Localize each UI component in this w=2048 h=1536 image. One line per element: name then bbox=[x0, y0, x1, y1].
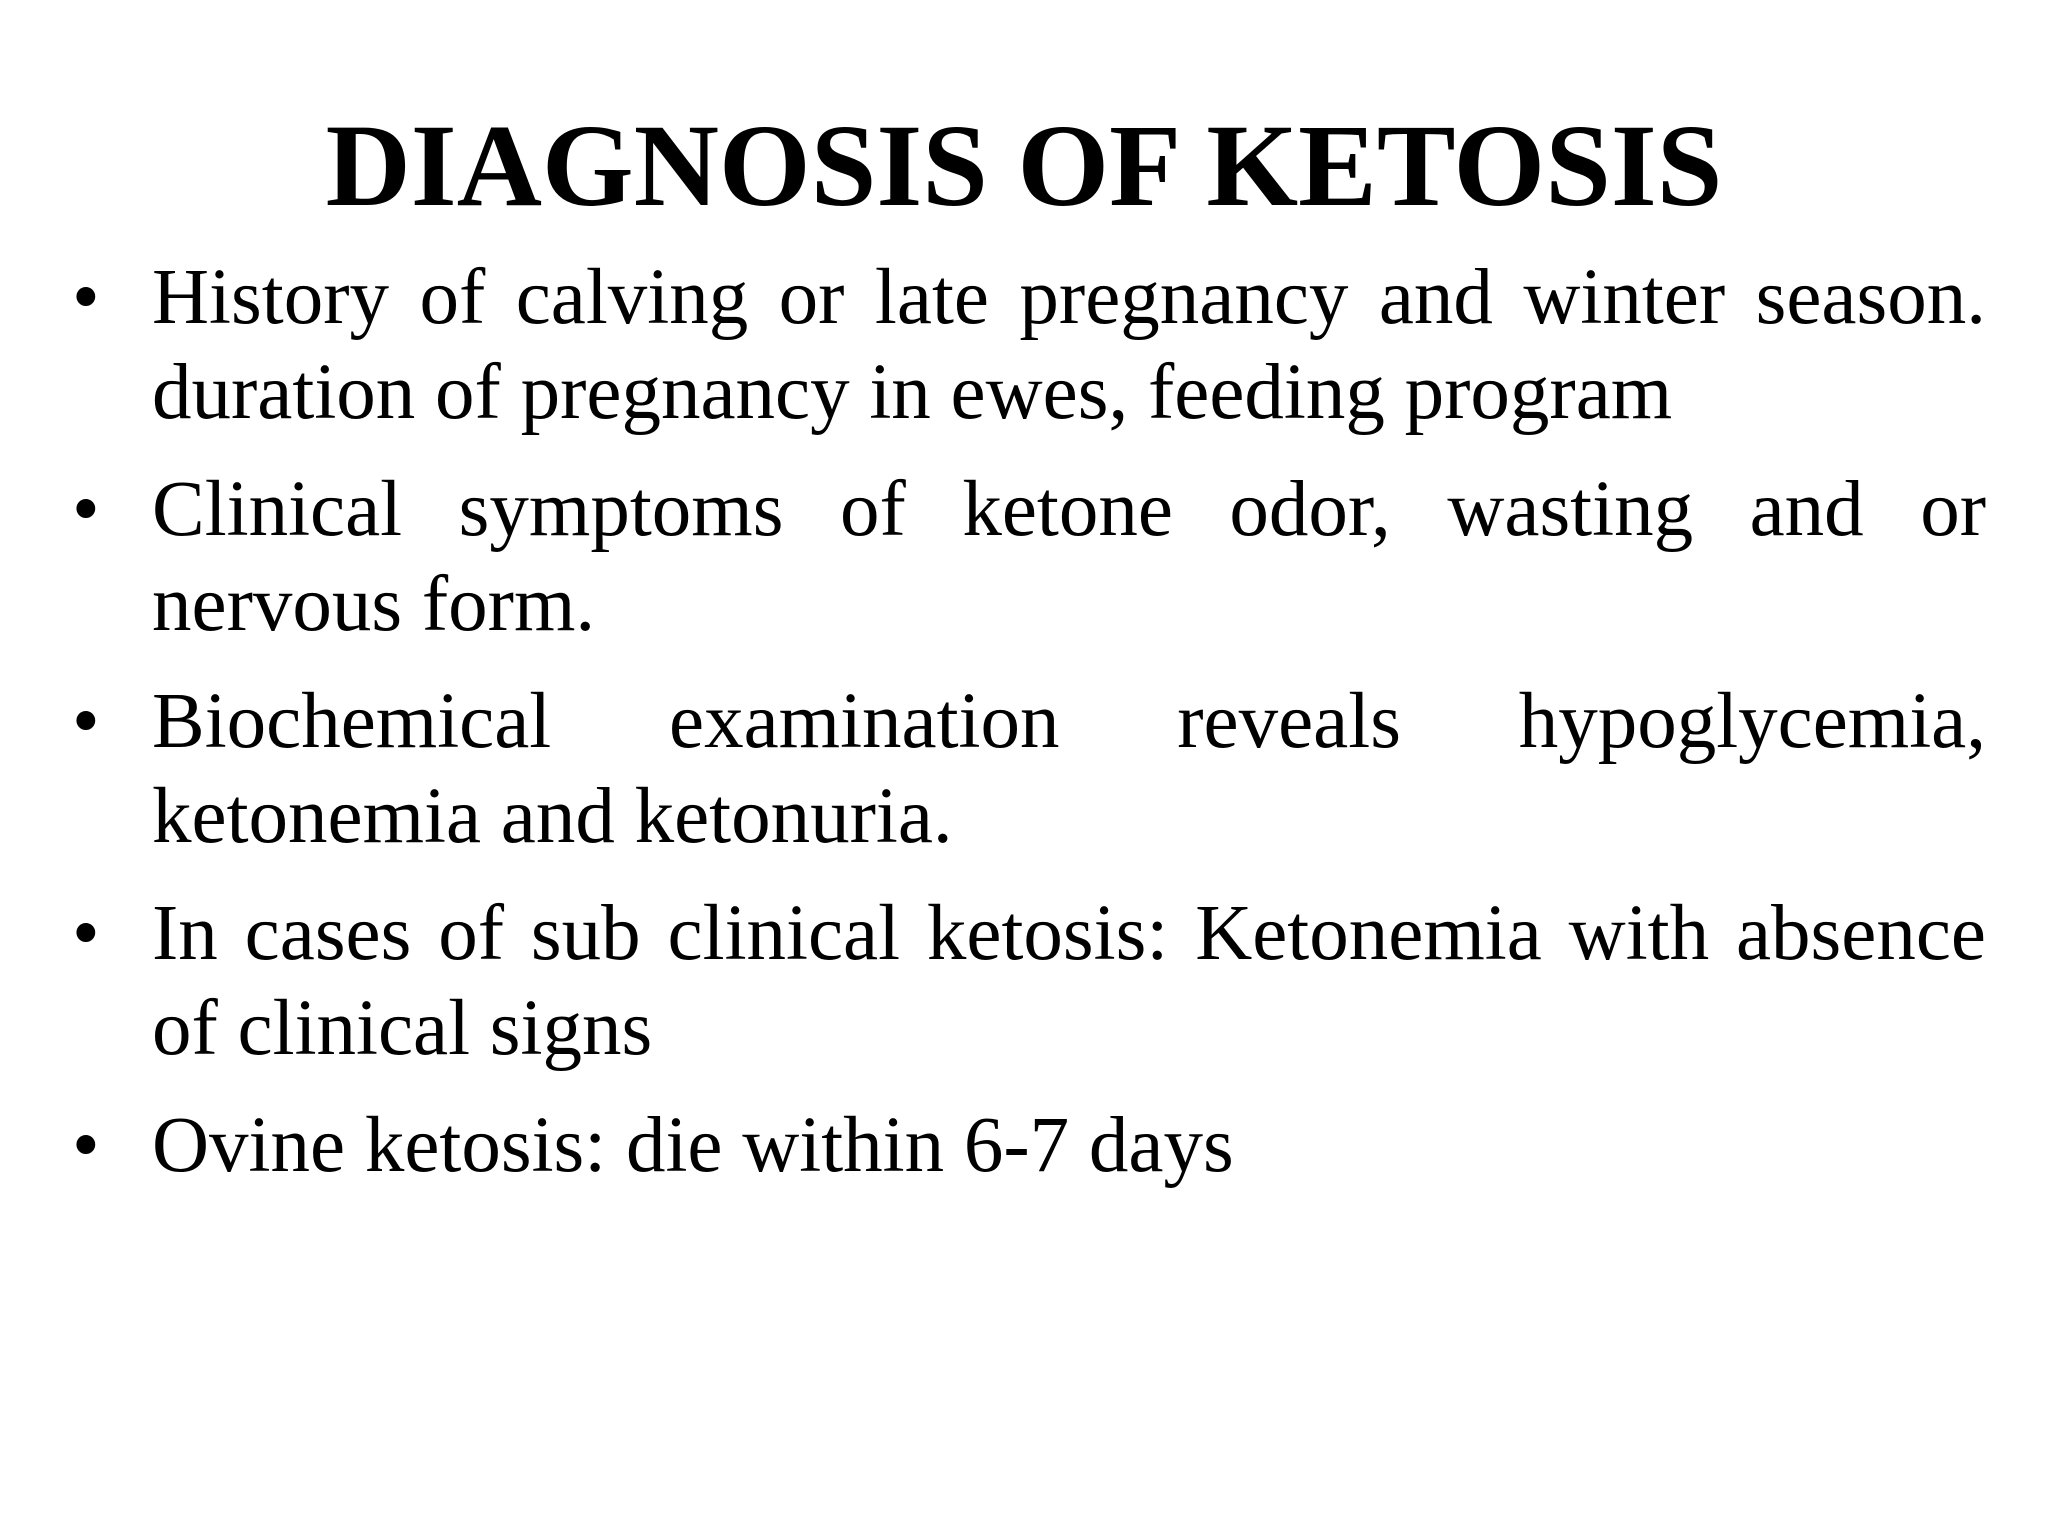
bullet-item-history bbox=[72, 250, 1986, 440]
bullet-text: Clinical symptoms of ketone odor, wasting and or nervous form. bbox=[152, 466, 1986, 648]
bullet-text: Biochemical examination reveals hypoglycemia, ketonemia and ketonuria. bbox=[152, 678, 1986, 860]
bullet-text: Ovine ketosis: die within 6-7 days bbox=[152, 1102, 1234, 1189]
bullet-item-ovine bbox=[72, 1098, 1986, 1193]
bullet-point-icon: • bbox=[72, 678, 100, 765]
bullet-text: In cases of sub clinical ketosis: Ketonemia with absence of clinical signs bbox=[152, 890, 1986, 1072]
bullet-point-icon: • bbox=[72, 254, 100, 341]
bullet-item-subclinical bbox=[72, 886, 1986, 1076]
bullet-point-icon: • bbox=[72, 1102, 100, 1189]
bullet-point-icon: • bbox=[72, 890, 100, 977]
bullet-list bbox=[72, 250, 1986, 1215]
bullet-point-icon: • bbox=[72, 466, 100, 553]
bullet-item-clinical-symptoms bbox=[72, 462, 1986, 652]
slide-title: DIAGNOSIS OF KETOSIS bbox=[325, 100, 1723, 231]
bullet-text: History of calving or late pregnancy and winter season. duration of pregnancy in ewes, feeding program bbox=[152, 254, 1986, 436]
bullet-item-biochemical bbox=[72, 674, 1986, 864]
